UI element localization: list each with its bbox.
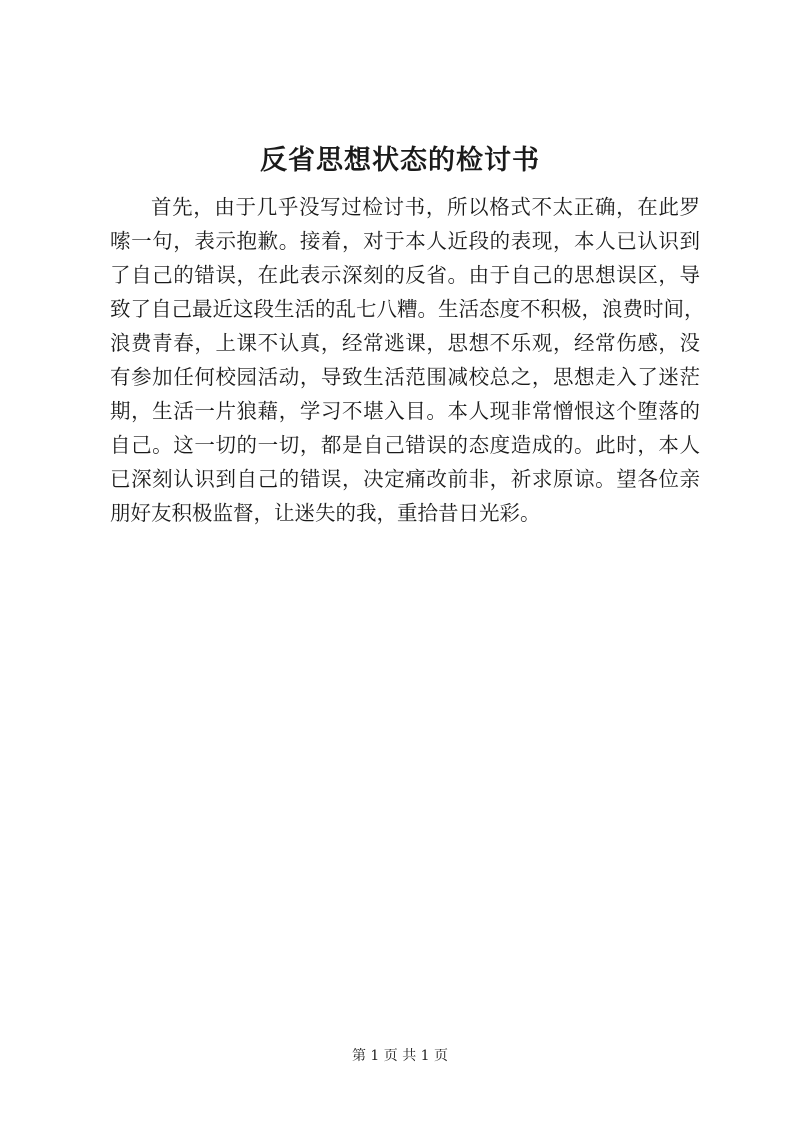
body-line: 自己。这一切的一切，都是自己错误的态度造成的。此时，本人 <box>110 433 700 457</box>
body-line: 致了自己最近这段生活的乱七八糟。生活态度不积极，浪费时间， <box>110 297 705 321</box>
body-line: 首先，由于几乎没写过检讨书，所以格式不太正确，在此罗 <box>151 195 700 219</box>
document-body <box>110 190 705 530</box>
body-line: 了自己的错误，在此表示深刻的反省。由于自己的思想误区，导 <box>110 263 700 287</box>
page-footer: 第 1 页 共 1 页 <box>351 1048 449 1064</box>
body-line: 浪费青春，上课不认真，经常逃课，思想不乐观，经常伤感，没 <box>110 331 700 355</box>
body-line: 嗦一句，表示抱歉。接着，对于本人近段的表现，本人已认识到 <box>110 229 700 253</box>
body-line: 朋好友积极监督，让迷失的我，重拾昔日光彩。 <box>110 501 541 525</box>
body-line: 期，生活一片狼藉，学习不堪入目。本人现非常憎恨这个堕落的 <box>110 399 700 423</box>
body-line: 已深刻认识到自己的错误，决定痛改前非，祈求原谅。望各位亲 <box>110 467 700 491</box>
document-title: 反省思想状态的检讨书 <box>260 145 540 176</box>
body-line: 有参加任何校园活动，导致生活范围减校总之，思想走入了迷茫 <box>110 365 700 389</box>
